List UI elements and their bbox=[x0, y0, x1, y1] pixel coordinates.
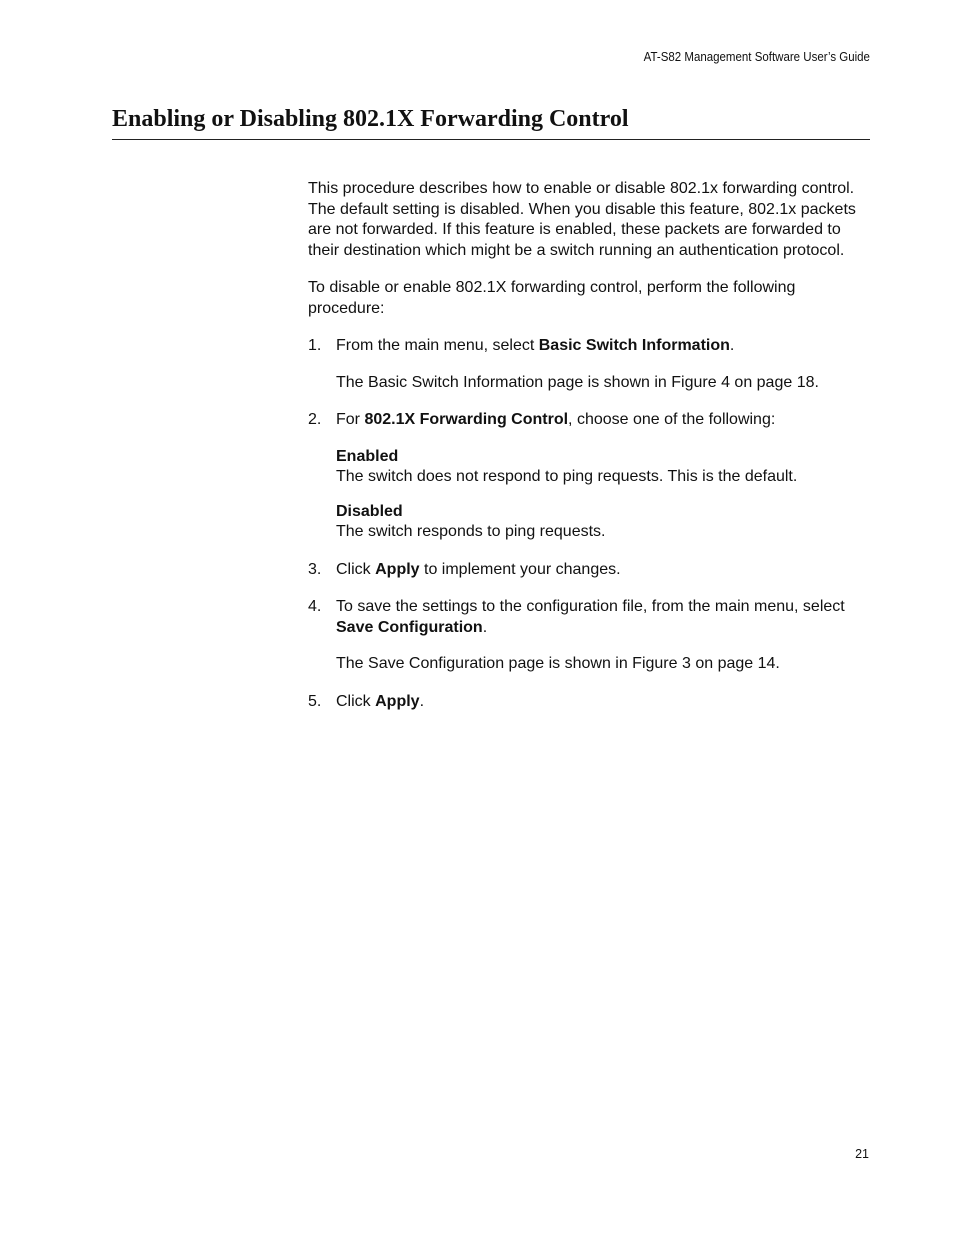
step-3 bbox=[308, 560, 874, 581]
menu-item-basic-switch-information: Basic Switch Information bbox=[538, 337, 730, 354]
step-5 bbox=[308, 692, 874, 713]
step-text: From the main menu, select Basic Switch Information. bbox=[336, 337, 735, 354]
step-number: 4. bbox=[308, 598, 322, 615]
procedure-intro-paragraph: To disable or enable 802.1X forwarding control, perform the following procedure: bbox=[308, 279, 796, 317]
step-result: The Save Configuration page is shown in Figure 3 on page 14. bbox=[336, 655, 780, 672]
step-number: 3. bbox=[308, 560, 322, 578]
body-content bbox=[308, 179, 874, 712]
step-number: 5. bbox=[308, 692, 322, 710]
option-name: Enabled bbox=[336, 447, 399, 465]
setting-802-1x-forwarding-control: 802.1X Forwarding Control bbox=[364, 411, 569, 428]
running-header: AT-S82 Management Software User’s Guide bbox=[643, 50, 870, 64]
apply-label: Apply bbox=[375, 692, 420, 710]
title-rule bbox=[112, 139, 870, 140]
step-text: For 802.1X Forwarding Control, choose one of the following: bbox=[336, 411, 776, 428]
option-enabled bbox=[336, 447, 874, 488]
step-4 bbox=[308, 597, 874, 675]
menu-item-save-configuration: Save Configuration bbox=[336, 618, 483, 636]
option-disabled bbox=[336, 502, 874, 543]
option-description: The switch responds to ping requests. bbox=[336, 523, 606, 540]
section-title: Enabling or Disabling 802.1X Forwarding Control bbox=[112, 106, 629, 132]
step-text: Click Apply. bbox=[336, 692, 425, 710]
page-number: 21 bbox=[855, 1147, 869, 1161]
apply-label: Apply bbox=[375, 560, 420, 578]
step-text: Click Apply to implement your changes. bbox=[336, 560, 621, 578]
step-text: To save the settings to the configuration file, from the main menu, select Save Configuration. bbox=[336, 598, 845, 636]
intro-paragraph: This procedure describes how to enable or disable 802.1x forwarding control. The default setting is disabled. When you disable this feature, 802.1x packets are not forwarded. If this feature is enabled, these packets are forwarded to their destination which might be a switch running an authentication protocol. bbox=[308, 180, 856, 259]
option-name: Disabled bbox=[336, 502, 403, 520]
step-1 bbox=[308, 336, 874, 393]
step-result: The Basic Switch Information page is shown in Figure 4 on page 18. bbox=[336, 373, 819, 391]
step-number: 1. bbox=[308, 337, 322, 354]
procedure-steps bbox=[308, 336, 874, 712]
step-2 bbox=[308, 410, 874, 543]
option-description: The switch does not respond to ping requests. This is the default. bbox=[336, 468, 798, 485]
step-number: 2. bbox=[308, 411, 322, 428]
